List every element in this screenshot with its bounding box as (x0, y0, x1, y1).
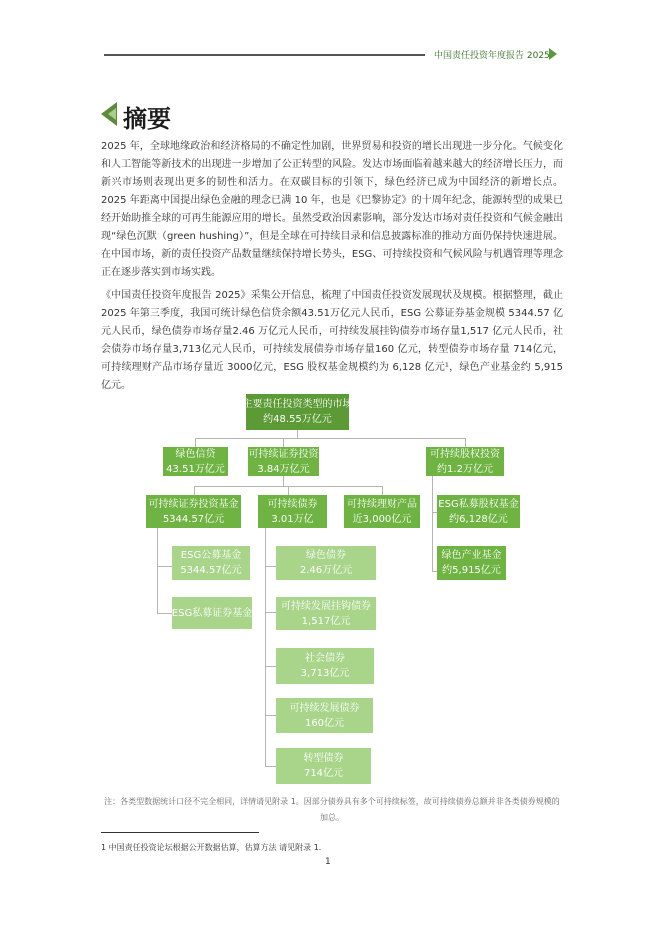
node-value: 约1.2万亿元 (437, 463, 493, 475)
paragraph-summary: 《中国责任投资年度报告 2025》采集公开信息，梳理了中国责任投资发展现状及规模。根据整理，截止 2025 年第三季度，我国可统计绿色信贷余额43.51万亿元人民币，ESG 公募证券基金规模 5344.57 亿元人民币，绿色债券市场存量2.46 万亿元人民币，可持续发展挂钩债券市场存量1,517 亿元人民币，社会债券市场存量3,713亿元人民币，可持续发展债券市场存量160 亿元，转型债券市场存量 714亿元，可持续理财产品市场存量近 3000亿元，ESG 股权基金规模约为 6,128 亿元¹，绿色产业基金约 5,915 亿元。 (101, 290, 563, 391)
root-node (222, 394, 373, 430)
node-esg-private-fund (172, 597, 252, 629)
node-sustainable-equity (426, 447, 504, 476)
node-label: ESG私募股权基金 (438, 498, 519, 510)
section-title: 摘要 (123, 105, 171, 133)
footnote: 1 中国责任投资论坛根据公开数据估算，估算方法 请见附录 1. (101, 843, 322, 852)
node-esg-pe (437, 495, 520, 528)
node-label: 绿色债券 (306, 550, 346, 561)
node-value: 3,713亿元 (300, 668, 350, 679)
node-sustainable-bonds (258, 495, 327, 528)
node-value: 5344.57亿元 (180, 565, 242, 576)
node-value: 约48.55万亿元 (263, 414, 332, 425)
node-value: 约5,915亿元 (442, 565, 501, 576)
node-social-bonds (276, 648, 374, 684)
chart-note: 注：各类型数据统计口径不完全相同，详情请见附录 1。因部分债券具有多个可持续标签，故可持续债券总额并非各类债券规模的加总。 (104, 797, 560, 822)
node-label: 绿色信贷 (175, 448, 216, 460)
node-sustainable-fund (146, 495, 241, 528)
connector (195, 438, 465, 439)
node-sll-bonds (276, 597, 376, 630)
header-rule (104, 54, 425, 56)
node-sustainable-securities (248, 447, 319, 476)
connector (265, 612, 276, 613)
node-value: 160亿元 (304, 717, 345, 729)
node-sustainable-wealth (344, 495, 420, 528)
node-label: 可持续发展挂钩债券 (281, 600, 371, 612)
node-label: 社会债券 (305, 653, 345, 664)
connector (194, 486, 195, 495)
node-value: 约6,128亿元 (449, 513, 508, 525)
node-green-industry-fund (437, 546, 506, 580)
page-number: 1 (325, 857, 331, 867)
node-label: 绿色产业基金 (441, 550, 502, 561)
connector (265, 528, 266, 767)
connector (265, 766, 276, 767)
node-sd-bonds (276, 698, 373, 733)
node-value: 2.46万亿元 (299, 565, 353, 576)
footnote-rule (101, 832, 259, 833)
node-label: 转型债券 (303, 753, 344, 764)
connector (157, 566, 172, 567)
connector (157, 528, 158, 614)
node-transition-bonds (276, 748, 371, 784)
chevron-right-icon (549, 48, 557, 60)
node-value: 714亿元 (303, 768, 344, 779)
node-value: 5344.57亿元 (162, 513, 225, 525)
connector (265, 566, 276, 567)
node-value: 3.01万亿 (271, 513, 314, 525)
node-label: 可持续股权投资 (430, 448, 500, 460)
connector (432, 476, 433, 572)
node-label: 可持续证券投资基金 (148, 498, 239, 510)
node-label: 中国主要责任投资类型的市场规模 (222, 399, 373, 410)
node-value: 1,517亿元 (301, 615, 351, 627)
connector (288, 486, 289, 495)
node-value: 43.51万亿元 (166, 463, 225, 475)
paragraph-intro: 2025 年，全球地缘政治和经济格局的不确定性加剧，世界贸易和投资的增长出现进一步分化。气候变化和人工智能等新技术的出现进一步增加了公正转型的风险。发达市场面临着越来越大的经济增长压力，而新兴市场则表现出更多的韧性和活力。在双碳目标的引领下，绿色经济已成为中国经济的新增长点。2025 年距离中国提出绿色金融的理念已满 10 年，也是《巴黎协定》的十周年纪念，能源转型的成果已经开始助推全球的可再生能源应用的增长。虽然受政治因素影响，部分发达市场对责任投资和气候金融出现“绿色沉默（green hushing）”，但是全球在可持续目录和信息披露标准的推动方面仍保持快速进展。在中国市场，新的责任投资产品数量继续保持增长势头，ESG、可持续投资和气候风险与机遇管理等理念正在逐步落实到市场实践。 (101, 141, 563, 278)
node-label: 可持续证券投资 (248, 448, 319, 460)
node-value: 3.84万亿元 (257, 463, 310, 475)
connector (265, 715, 276, 716)
connector (382, 486, 383, 495)
report-title: 中国责任投资年度报告 2025 (434, 51, 550, 61)
node-green-credit (163, 447, 228, 476)
connector (265, 666, 276, 667)
connector (157, 613, 172, 614)
node-value: 近3,000亿元 (352, 513, 412, 525)
node-label: 可持续发展债券 (289, 702, 360, 714)
node-label: ESG公募基金 (180, 550, 242, 561)
node-label: 可持续理财产品 (347, 498, 417, 510)
node-label: 可持续债券 (267, 498, 318, 510)
node-esg-public-fund (172, 546, 250, 580)
node-green-bonds (276, 546, 376, 580)
chevron-left-inner-icon (108, 108, 116, 120)
node-label: ESG私募证券基金 (171, 607, 253, 619)
